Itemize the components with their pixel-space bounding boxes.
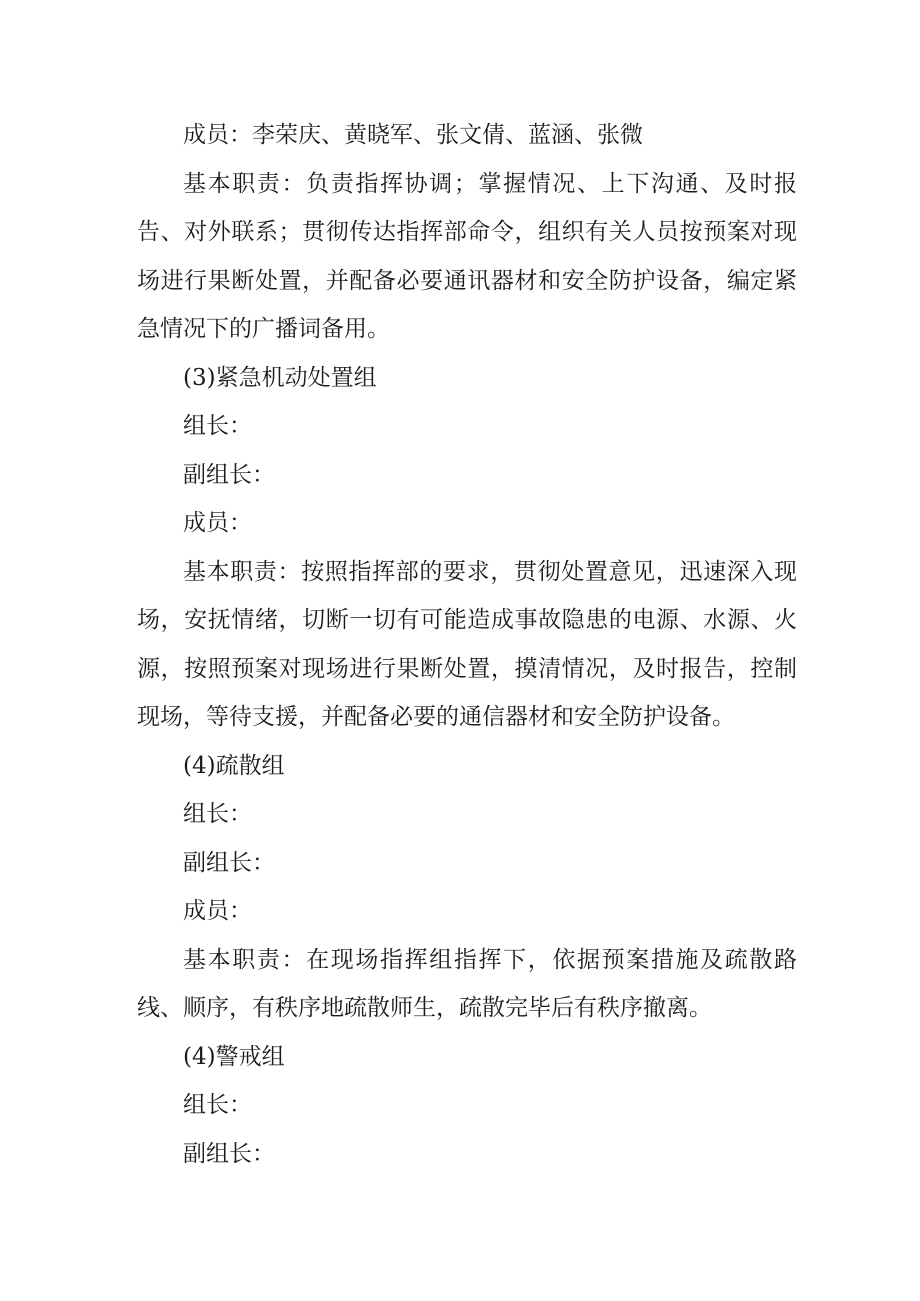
leader-line: 组长： bbox=[183, 1092, 252, 1118]
deputy-leader-line: 副组长： bbox=[183, 1140, 275, 1167]
duty-paragraph: 基本职责：负责指挥协调；掌握情况、上下沟通、及时报告、对外联系；贯彻传达指挥部命令，组织有关人员按预案对现场进行果断处置，并配备必要通讯器材和安全防护设备，编定紧急情况下的广播词备用。 bbox=[137, 170, 797, 342]
deputy-leader-line: 副组长： bbox=[183, 461, 275, 488]
members-line: 成员：李荣庆、黄晓军、张文倩、蓝涵、张微 bbox=[183, 122, 643, 148]
leader-line: 组长： bbox=[183, 413, 252, 439]
members-line: 成员： bbox=[183, 898, 252, 924]
document-body bbox=[137, 111, 797, 1178]
deputy-leader-line: 副组长： bbox=[183, 849, 275, 876]
section-heading: (4)疏散组 bbox=[183, 752, 285, 779]
leader-line: 组长： bbox=[183, 801, 252, 827]
section-heading: (3)紧急机动处置组 bbox=[183, 364, 377, 391]
duty-paragraph: 基本职责：按照指挥部的要求，贯彻处置意见，迅速深入现场，安抚情绪，切断一切有可能造成事故隐患的电源、水源、火源，按照预案对现场进行果断处置，摸清情况，及时报告，控制现场，等待支援，并配备必要的通信器材和安全防护设备。 bbox=[137, 558, 797, 730]
duty-paragraph: 基本职责：在现场指挥组指挥下，依据预案措施及疏散路线、顺序，有秩序地疏散师生，疏散完毕后有秩序撤离。 bbox=[137, 946, 797, 1021]
section-heading: (4)警戒组 bbox=[183, 1043, 285, 1070]
members-line: 成员： bbox=[183, 510, 252, 536]
